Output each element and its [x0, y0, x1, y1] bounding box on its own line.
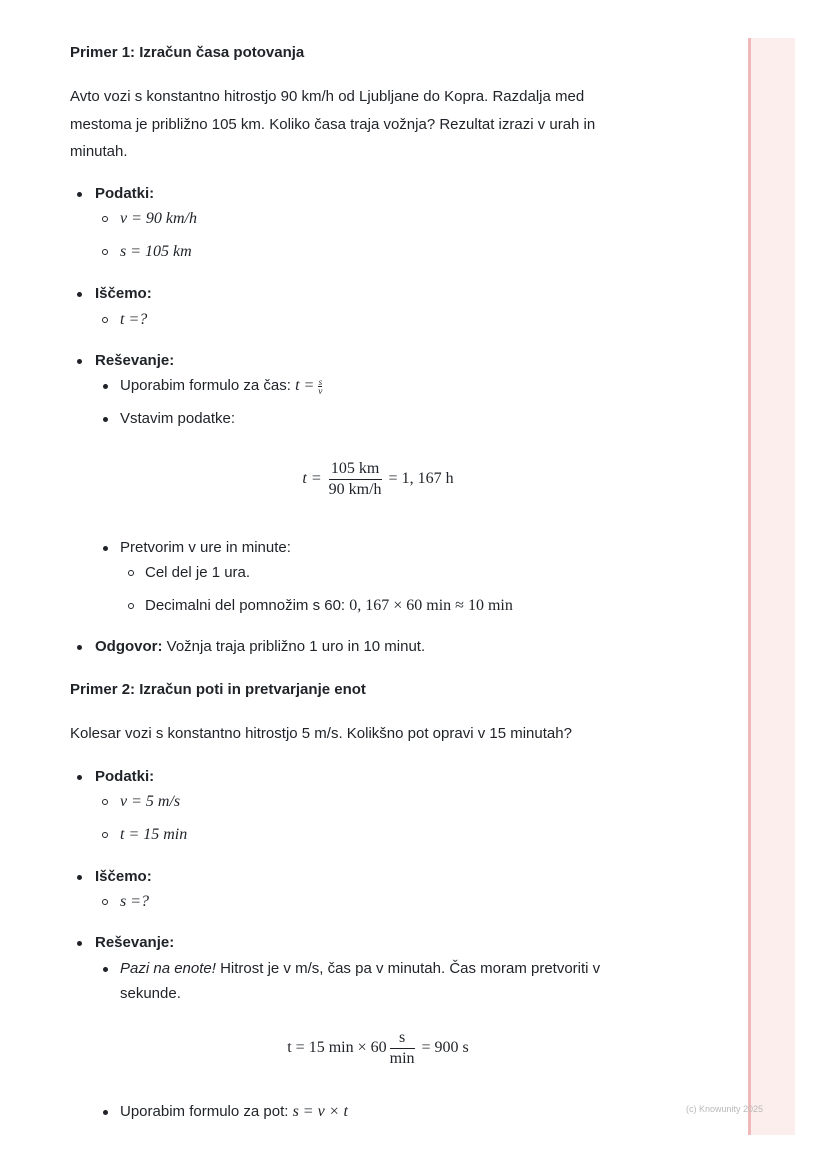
- warning-text: Hitrost je v m/s, čas pa v minutah. Čas moram pretvoriti v: [215, 960, 601, 977]
- circle-bullet-icon: [128, 570, 134, 576]
- example2-paragraph: Kolesar vozi s konstantno hitrostjo 5 m/s. Kolikšno pot opravi v 15 minutah?: [70, 725, 572, 742]
- step2-text: Vstavim podatke:: [120, 410, 236, 427]
- warning-text-line: sekunde.: [120, 985, 181, 1002]
- bullet-icon: [77, 192, 82, 197]
- solve-label: Reševanje:: [95, 934, 175, 951]
- data-label: Podatki:: [95, 768, 155, 785]
- answer-text: Vožnja traja približno 1 uro in 10 minut.: [162, 638, 426, 655]
- circle-bullet-icon: [102, 317, 108, 323]
- circle-bullet-icon: [102, 799, 108, 805]
- data-item: v = 90 km/h: [120, 210, 197, 227]
- equation-conversion: [0, 1028, 756, 1069]
- data-item: s = 105 km: [120, 243, 192, 260]
- fraction: [329, 459, 382, 500]
- equation-rhs: = 1, 167 h: [384, 470, 454, 488]
- circle-bullet-icon: [128, 603, 134, 609]
- seek-item: s =?: [120, 893, 150, 910]
- page-margin-strip: [748, 38, 795, 1135]
- distance-formula: s = v × t: [292, 1103, 348, 1120]
- fraction-numerator: s: [318, 376, 323, 387]
- formula-lhs: t =: [295, 377, 319, 394]
- step3-item: Cel del je 1 ura.: [145, 564, 251, 581]
- unit-warning: [120, 959, 600, 979]
- bullet-icon: [77, 292, 82, 297]
- step-text: [120, 376, 322, 396]
- circle-bullet-icon: [102, 216, 108, 222]
- bullet-icon: [103, 384, 108, 389]
- step1-text: Uporabim formulo za čas:: [120, 377, 296, 394]
- bullet-icon: [103, 546, 108, 551]
- bullet-icon: [77, 941, 82, 946]
- circle-bullet-icon: [102, 249, 108, 255]
- fraction-numerator: s: [390, 1028, 415, 1049]
- fraction-numerator: 105 km: [329, 459, 382, 480]
- seek-label: Iščemo:: [95, 285, 152, 302]
- bullet-icon: [103, 1110, 108, 1115]
- circle-bullet-icon: [102, 832, 108, 838]
- copyright-footer: (c) Knowunity 2025: [686, 1104, 764, 1114]
- step2-text: Uporabim formulo za pot:: [120, 1103, 293, 1120]
- answer-label: Odgovor:: [95, 638, 163, 655]
- warning-italic: Pazi na enote!: [120, 960, 216, 977]
- example1-paragraph-line: Avto vozi s konstantno hitrostjo 90 km/h od Ljubljane do Kopra. Razdalja med: [70, 88, 585, 105]
- minutes-formula: 0, 167 × 60 min ≈ 10 min: [349, 597, 513, 614]
- fraction: [318, 378, 322, 395]
- solve-label: Reševanje:: [95, 352, 175, 369]
- example2-title: Primer 2: Izračun poti in pretvarjanje enot: [70, 681, 366, 698]
- bullet-icon: [77, 775, 82, 780]
- step-text: [120, 1102, 348, 1122]
- data-item: v = 5 m/s: [120, 793, 181, 810]
- example1-paragraph-line: mestoma je približno 105 km. Koliko časa traja vožnja? Rezultat izrazi v urah in: [70, 116, 596, 133]
- bullet-icon: [77, 645, 82, 650]
- example1-paragraph-line: minutah.: [70, 143, 128, 160]
- example1-title: Primer 1: Izračun časa potovanja: [70, 44, 305, 61]
- data-item: t = 15 min: [120, 826, 188, 843]
- seek-item: t =?: [120, 311, 148, 328]
- circle-bullet-icon: [102, 899, 108, 905]
- bullet-icon: [77, 875, 82, 880]
- answer: [95, 637, 425, 657]
- fraction-denominator: 90 km/h: [328, 481, 382, 498]
- fraction: [390, 1028, 415, 1069]
- step3-text: Pretvorim v ure in minute:: [120, 539, 291, 556]
- time-formula: [295, 377, 322, 394]
- equation-lhs: t = 15 min × 60: [287, 1039, 387, 1057]
- equation-lhs: t =: [302, 470, 326, 488]
- step3-item: [145, 596, 513, 616]
- equation-rhs: = 900 s: [417, 1039, 469, 1057]
- step3-item-text: Decimalni del pomnožim s 60:: [145, 597, 350, 614]
- fraction-denominator: min: [389, 1050, 415, 1067]
- seek-label: Iščemo:: [95, 868, 152, 885]
- bullet-icon: [103, 967, 108, 972]
- fraction-denominator: v: [318, 385, 323, 396]
- bullet-icon: [77, 359, 82, 364]
- equation-time: [0, 459, 756, 500]
- data-label: Podatki:: [95, 185, 155, 202]
- bullet-icon: [103, 417, 108, 422]
